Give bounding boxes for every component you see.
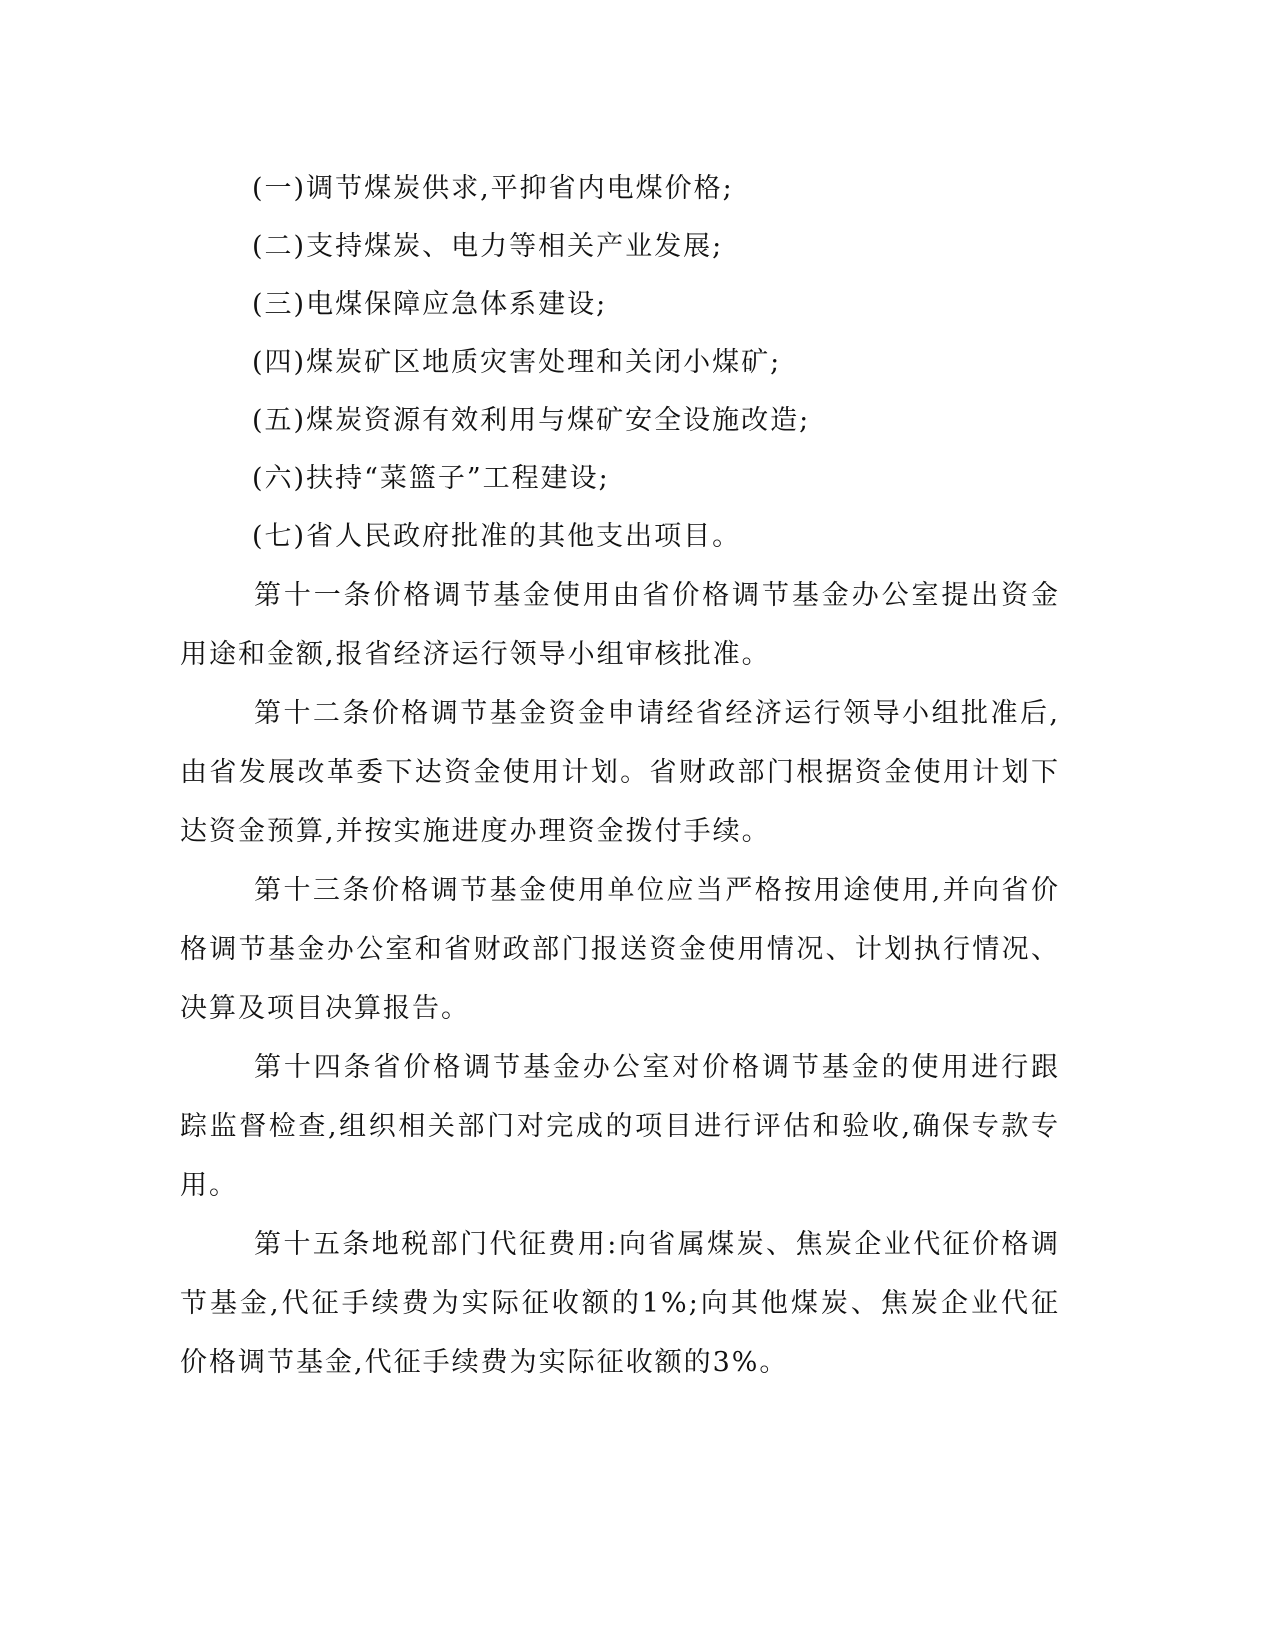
- article-13: 第十三条价格调节基金使用单位应当严格按用途使用,并向省价格调节基金办公室和省财政部门报送资金使用情况、计划执行情况、决算及项目决算报告。: [180, 875, 1060, 1024]
- article-14: 第十四条省价格调节基金办公室对价格调节基金的使用进行跟踪监督检查,组织相关部门对完成的项目进行评估和验收,确保专款专用。: [180, 1052, 1060, 1201]
- list-item-5: (五)煤炭资源有效利用与煤矿安全设施改造;: [252, 405, 811, 436]
- list-item-7: (七)省人民政府批准的其他支出项目。: [252, 521, 742, 552]
- list-item-1: (一)调节煤炭供求,平抑省内电煤价格;: [252, 173, 734, 204]
- list-item-6: (六)扶持“菜篮子”工程建设;: [252, 463, 610, 494]
- list-item-2: (二)支持煤炭、电力等相关产业发展;: [252, 231, 724, 262]
- document-body: [180, 160, 1060, 1392]
- list-item-4: (四)煤炭矿区地质灾害处理和关闭小煤矿;: [252, 347, 782, 378]
- list-item-3: (三)电煤保障应急体系建设;: [252, 289, 608, 320]
- article-15: 第十五条地税部门代征费用:向省属煤炭、焦炭企业代征价格调节基金,代征手续费为实际征收额的1%;向其他煤炭、焦炭企业代征价格调节基金,代征手续费为实际征收额的3%。: [180, 1229, 1060, 1378]
- article-12: 第十二条价格调节基金资金申请经省经济运行领导小组批准后,由省发展改革委下达资金使用计划。省财政部门根据资金使用计划下达资金预算,并按实施进度办理资金拨付手续。: [180, 698, 1060, 847]
- article-11: 第十一条价格调节基金使用由省价格调节基金办公室提出资金用途和金额,报省经济运行领导小组审核批准。: [180, 580, 1060, 670]
